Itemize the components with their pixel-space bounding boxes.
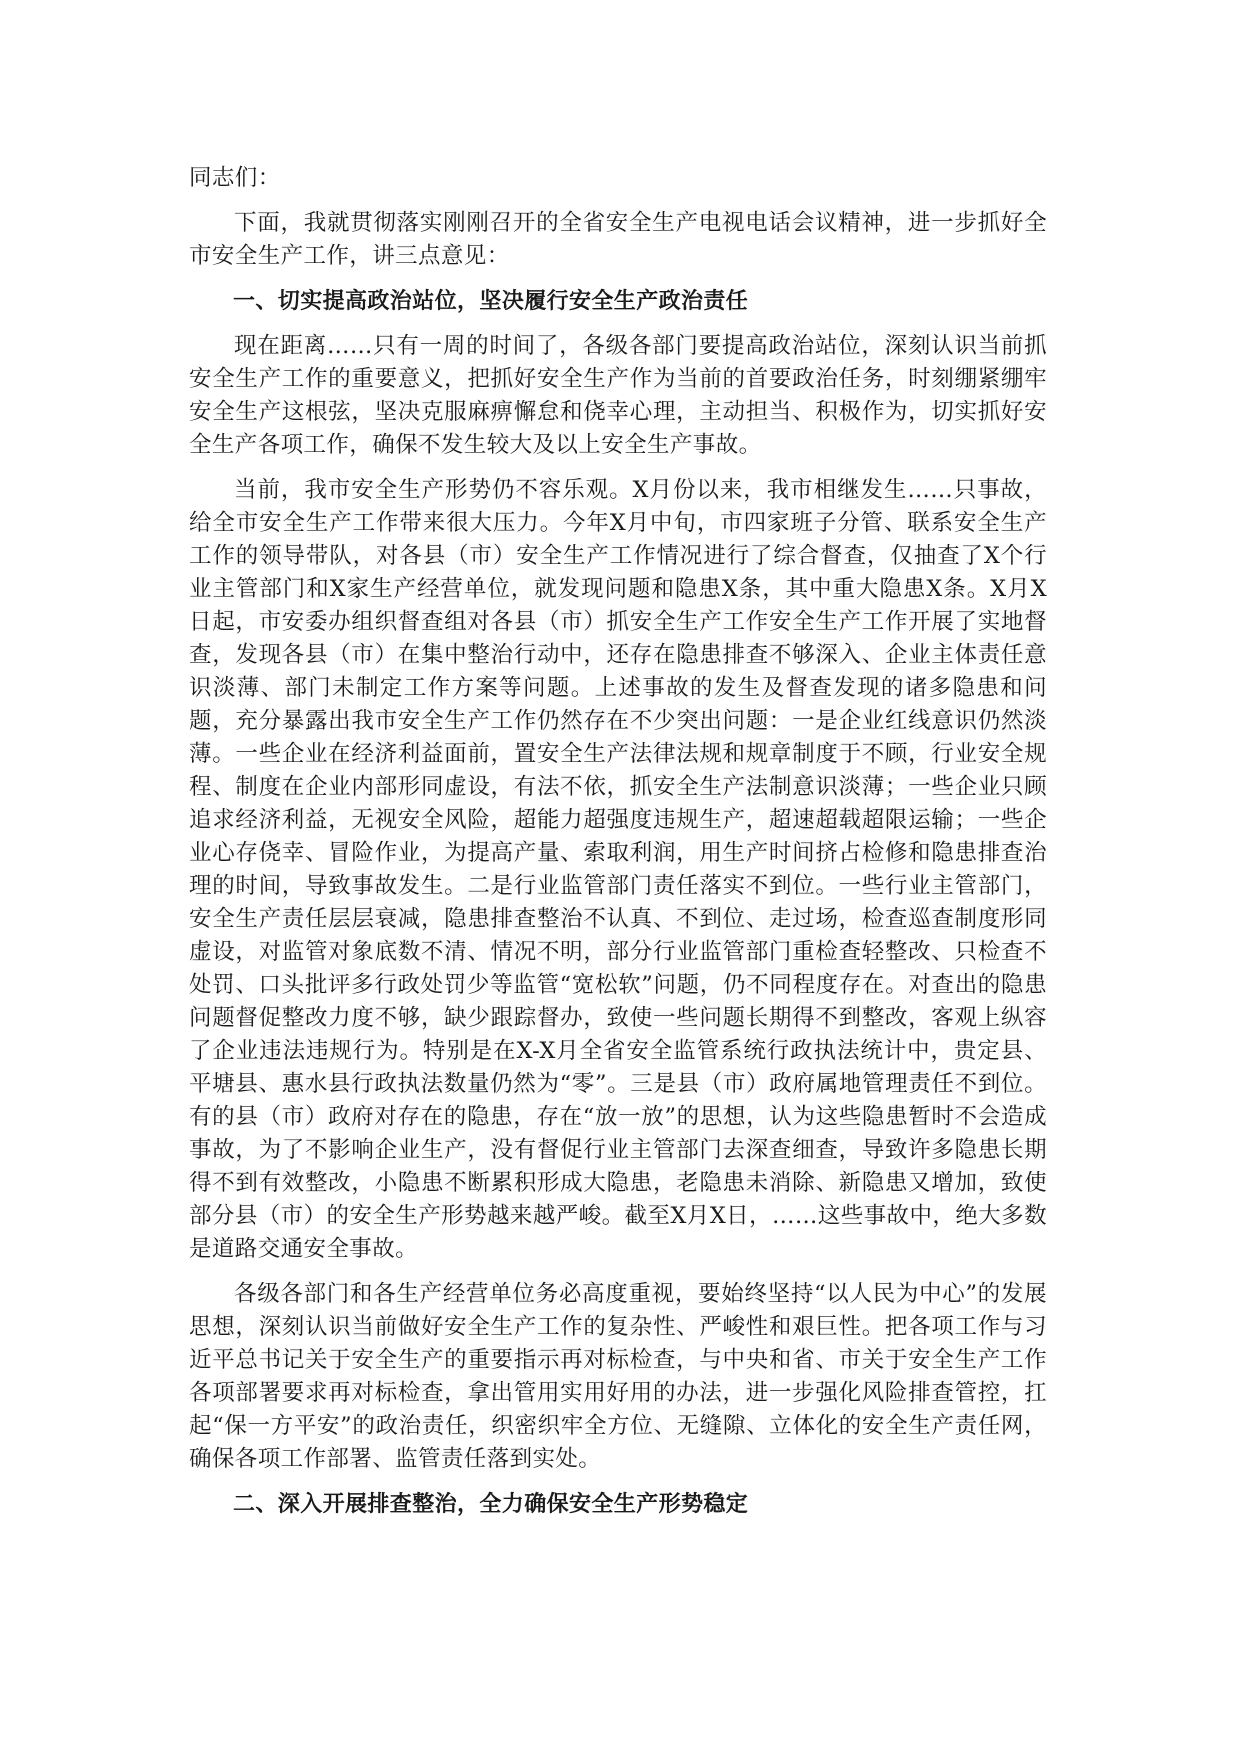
document-body (189, 162, 1047, 1533)
paragraph-3: 各级各部门和各生产经营单位务必高度重视，要始终坚持“以人民为中心”的发展思想，深刻认识当前做好安全生产工作的复杂性、严峻性和艰巨性。把各项工作与习近平总书记关于安全生产的重要指示再对标检查，与中央和省、市关于安全生产工作各项部署要求再对标检查，拿出管用实用好用的办法，进一步强化风险排查管控，扛起“保一方平安”的政治责任，织密织牢全方位、无缝隙、立体化的安全生产责任网，确保各项工作部署、监管责任落到实处。 (189, 1281, 1047, 1472)
section-heading-1: 一、切实提高政治站位，坚决履行安全生产政治责任 (233, 289, 749, 314)
intro-paragraph: 下面，我就贯彻落实刚刚召开的全省安全生产电视电话会议精神，进一步抓好全市安全生产工作，讲三点意见： (189, 210, 1047, 269)
section-heading-2: 二、深入开展排查整治，全力确保安全生产形势稳定 (233, 1492, 749, 1517)
paragraph-1: 现在距离……只有一周的时间了，各级各部门要提高政治站位，深刻认识当前抓安全生产工作的重要意义，把抓好安全生产作为当前的首要政治任务，时刻绷紧绷牢安全生产这根弦，坚决克服麻痹懈怠和侥幸心理，主动担当、积极作为，切实抓好安全生产各项工作，确保不发生较大及以上安全生产事故。 (189, 333, 1047, 458)
paragraph-2: 当前，我市安全生产形势仍不容乐观。X月份以来，我市相继发生……只事故，给全市安全生产工作带来很大压力。今年X月中旬，市四家班子分管、联系安全生产工作的领导带队，对各县（市）安全生产工作情况进行了综合督查，仅抽查了X个行业主管部门和X家生产经营单位，就发现问题和隐患X条，其中重大隐患X条。X月X日起，市安委办组织督查组对各县（市）抓安全生产工作安全生产工作开展了实地督查，发现各县（市）在集中整治行动中，还存在隐患排查不够深入、企业主体责任意识淡薄、部门未制定工作方案等问题。上述事故的发生及督查发现的诸多隐患和问题，充分暴露出我市安全生产工作仍然存在不少突出问题：一是企业红线意识仍然淡薄。一些企业在经济利益面前，置安全生产法律法规和规章制度于不顾，行业安全规程、制度在企业内部形同虚设，有法不依，抓安全生产法制意识淡薄；一些企业只顾追求经济利益，无视安全风险，超能力超强度违规生产，超速超载超限运输；一些企业心存侥幸、冒险作业，为提高产量、索取利润，用生产时间挤占检修和隐患排查治理的时间，导致事故发生。二是行业监管部门责任落实不到位。一些行业主管部门，安全生产责任层层衰减，隐患排查整治不认真、不到位、走过场，检查巡查制度形同虚设，对监管对象底数不清、情况不明，部分行业监管部门重检查轻整改、只检查不处罚、口头批评多行政处罚少等监管“宽松软”问题，仍不同程度存在。对查出的隐患问题督促整改力度不够，缺少跟踪督办，致使一些问题长期得不到整改，客观上纵容了企业违法违规行为。特别是在X-X月全省安全监管系统行政执法统计中，贵定县、平塘县、惠水县行政执法数量仍然为“零”。三是县（市）政府属地管理责任不到位。有的县（市）政府对存在的隐患，存在“放一放”的思想，认为这些隐患暂时不会造成事故，为了不影响企业生产，没有督促行业主管部门去深查细查，导致许多隐患长期得不到有效整改，小隐患不断累积形成大隐患，老隐患未消除、新隐患又增加，致使部分县（市）的安全生产形势越来越严峻。截至X月X日，……这些事故中，绝大多数是道路交通安全事故。 (189, 477, 1047, 1262)
salutation: 同志们： (189, 165, 281, 191)
